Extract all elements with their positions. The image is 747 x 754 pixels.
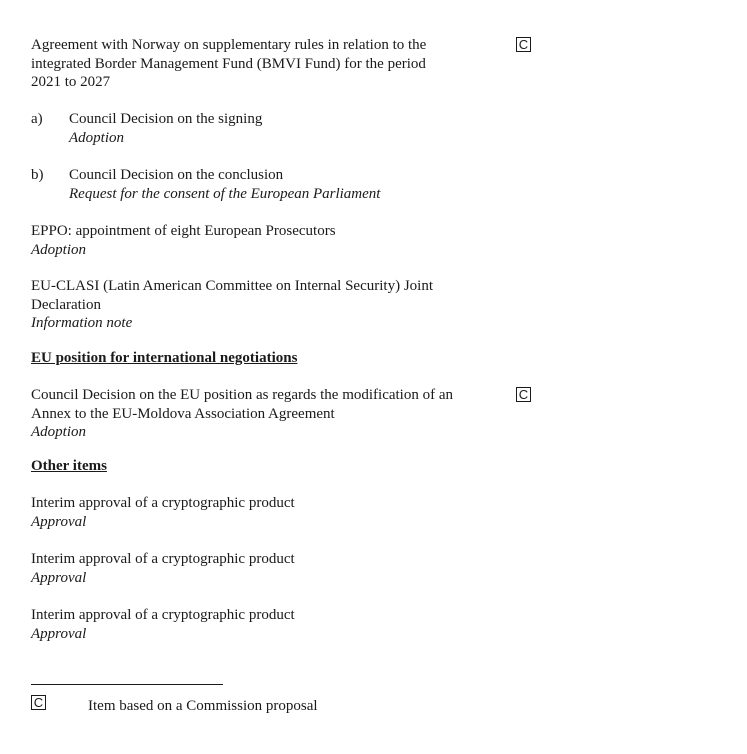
commission-proposal-marker: C (516, 387, 531, 402)
item-action: Adoption (31, 424, 86, 440)
agenda-item-eu-clasi (31, 277, 491, 333)
item-action: Approval (31, 625, 87, 642)
subitem-action: Request for the consent of the European Parliament (69, 185, 381, 202)
footnote-commission-marker: C (31, 695, 46, 710)
subitem-action: Adoption (69, 129, 124, 146)
agenda-subitem-a (31, 110, 491, 147)
footnote-divider (31, 684, 223, 685)
item-title-line: 2021 to 2027 (31, 74, 111, 90)
item-title: Interim approval of a cryptographic product (31, 607, 295, 623)
item-title-line: EU-CLASI (Latin American Committee on Internal Security) Joint (31, 278, 433, 294)
subitem-title: Council Decision on the conclusion (69, 167, 284, 183)
item-title: Interim approval of a cryptographic product (31, 551, 295, 567)
item-action: Information note (31, 315, 133, 331)
item-title: Interim approval of a cryptographic product (31, 495, 295, 511)
agenda-item-norway-agreement (31, 36, 491, 92)
item-title-line: Annex to the EU-Moldova Association Agreement (31, 405, 335, 422)
agenda-item-cryptographic-product-3 (31, 606, 491, 643)
commission-proposal-marker: C (516, 37, 531, 52)
subitem-title: Council Decision on the signing (69, 111, 263, 127)
item-action: Approval (31, 569, 87, 586)
section-heading-international-negotiations: EU position for international negotiations (31, 350, 298, 366)
item-title-line: Agreement with Norway on supplementary rules in relation to the (31, 37, 427, 53)
footnote-text: Item based on a Commission proposal (88, 698, 318, 714)
agenda-subitem-b (31, 166, 491, 203)
section-heading-other-items: Other items (31, 458, 107, 474)
agenda-item-cryptographic-product-1 (31, 494, 491, 531)
item-action: Approval (31, 513, 87, 530)
subitem-letter: b) (31, 167, 44, 183)
item-title: EPPO: appointment of eight European Prosecutors (31, 223, 336, 239)
item-title-line: integrated Border Management Fund (BMVI Fund) for the period (31, 55, 426, 72)
agenda-item-eppo (31, 222, 491, 259)
agenda-item-cryptographic-product-2 (31, 550, 491, 587)
item-title-line: Declaration (31, 296, 101, 313)
item-title-line: Council Decision on the EU position as regards the modification of an (31, 387, 453, 403)
agenda-item-moldova (31, 386, 501, 442)
item-action: Adoption (31, 241, 86, 258)
subitem-letter: a) (31, 111, 43, 127)
